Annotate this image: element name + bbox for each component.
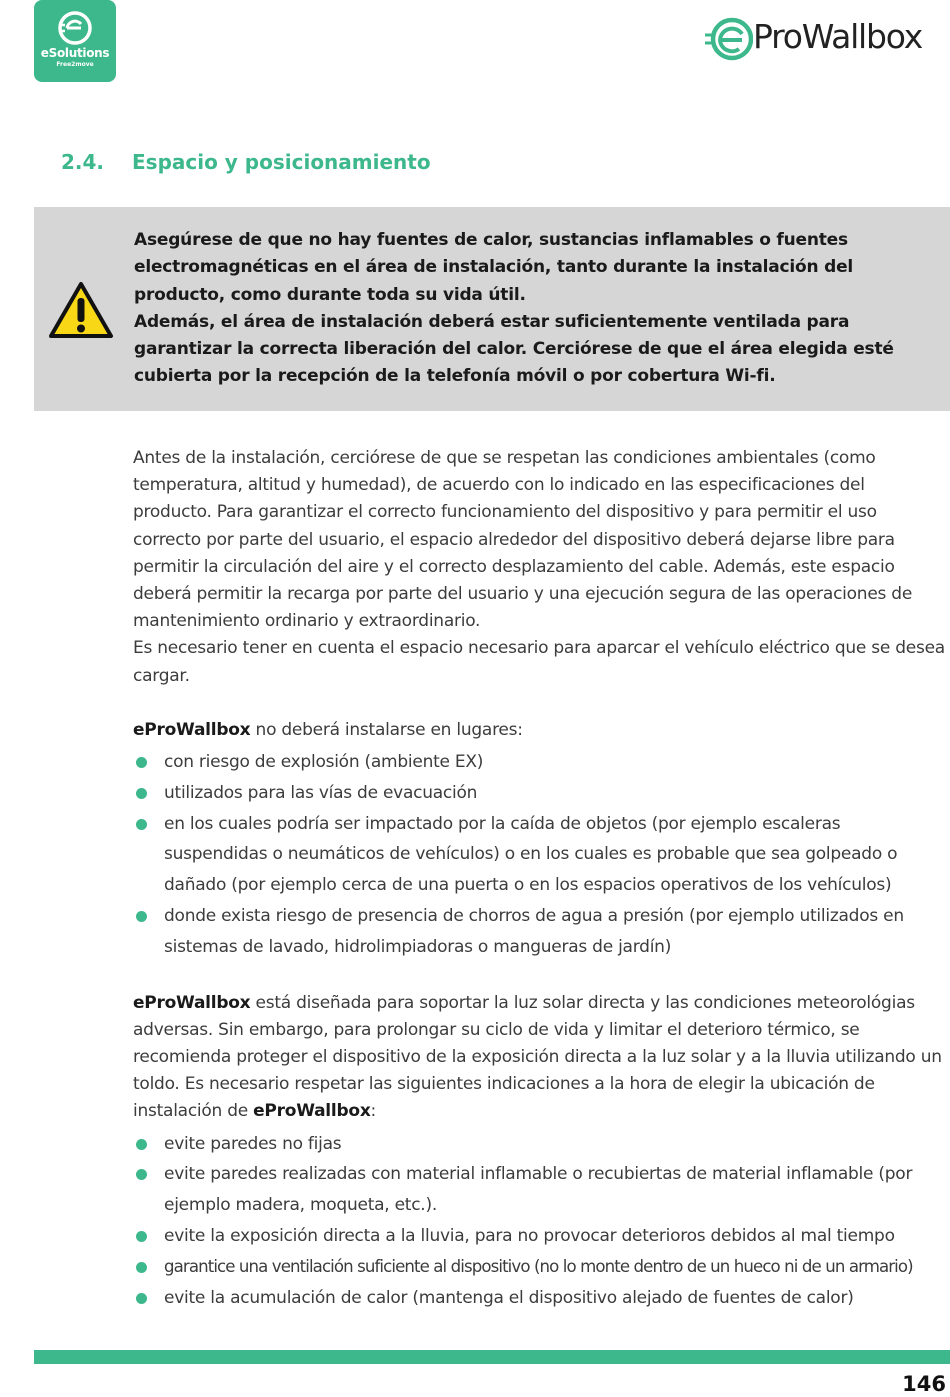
restricted-locations-list [133, 747, 948, 963]
list-item: garantice una ventilación suficiente al dispositivo (no lo monte dentro de un hueco ni de un armario) [133, 1252, 948, 1283]
paragraph: Es necesario tener en cuenta el espacio necesario para aparcar el vehículo eléctrico que se desea cargar. [133, 638, 945, 686]
product-name: eProWallbox [253, 1101, 371, 1122]
warning-text [134, 227, 944, 391]
product-name: eProWallbox [133, 719, 251, 740]
eprowallbox-logo [703, 14, 948, 62]
esolutions-wordmark: eSolutions [40, 46, 110, 60]
warning-paragraph: Asegúrese de que no hay fuentes de calor, sustancias inflamables o fuentes electromagnéticas en el área de instalación, tanto durante la instalación del producto, como durante toda su vida útil. [134, 230, 854, 305]
warning-triangle-icon [48, 281, 114, 339]
list-item: en los cuales podría ser impactado por la caída de objetos (por ejemplo escaleras suspendidas o neumáticos de vehículos) o en los cuales es probable que sea golpeado o dañado (por ejemplo cerca de una puerta o en los espacios operativos de los vehículos) [133, 809, 948, 901]
location-guidelines-list [133, 1129, 948, 1314]
section-number: 2.4. [61, 150, 105, 174]
list-item: donde exista riesgo de presencia de chorros de agua a presión (por ejemplo utilizados en sistemas de lavado, hidrolimpiadoras o mangueras de jardín) [133, 901, 948, 963]
warning-box [34, 207, 950, 411]
list-item: evite la acumulación de calor (mantenga el dispositivo alejado de fuentes de calor) [133, 1283, 948, 1314]
e-plug-icon [703, 16, 753, 62]
list-item: con riesgo de explosión (ambiente EX) [133, 747, 948, 778]
esolutions-logo [34, 0, 116, 82]
paragraph: eProWallbox está diseñada para soportar la luz solar directa y las condiciones meteorológias adversas. Sin embargo, para prolongar su ciclo de vida y limitar el deterioro térmico, se recomienda proteger el dispositivo de la exposición directa a la luz solar y a la lluvia utilizando un toldo. Es necesario respetar las siguientes indicaciones a la hora de elegir la ubicación de instalación de eProWallbox: [133, 992, 942, 1122]
eprowallbox-wordmark: ProWallbox [753, 17, 923, 56]
list-item: evite paredes no fijas [133, 1129, 948, 1160]
paragraph: Antes de la instalación, cerciórese de que se respetan las condiciones ambientales (como temperatura, altitud y humedad), de acuerdo con lo indicado en las especificaciones del producto. Para garantizar el correcto funcionamiento del dispositivo y para permitir el uso correcto por parte del usuario, el espacio alrededor del dispositivo deberá dejarse libre para permitir la circulación del aire y el correcto desplazamiento del cable. Además, este espacio deberá permitir la recarga por parte del usuario y una ejecución segura de las operaciones de mantenimiento ordinario y extraordinario. [133, 448, 913, 632]
section-title: Espacio y posicionamiento [132, 150, 431, 174]
warning-paragraph: Además, el área de instalación deberá estar suficientemente ventilada para garantizar la correcta liberación del calor. Cerciórese de que el área elegida esté cubierta por la recepción de la telefonía móvil o por cobertura Wi-fi. [134, 311, 894, 387]
body-content [133, 445, 948, 1313]
product-name: eProWallbox [133, 992, 251, 1013]
list-intro: eProWallbox no deberá instalarse en lugares: [133, 719, 523, 740]
section-heading [61, 150, 431, 174]
free2move-wordmark: Free2move [56, 61, 94, 68]
list-item: evite paredes realizadas con material inflamable o recubiertas de material inflamable (por ejemplo madera, moqueta, etc.). [133, 1159, 948, 1221]
e-plug-icon [57, 10, 93, 46]
page-number: 146 [902, 1372, 946, 1396]
list-item: utilizados para las vías de evacuación [133, 778, 948, 809]
list-item: evite la exposición directa a la lluvia, para no provocar deterioros debidos al mal tiempo [133, 1221, 948, 1252]
footer-bar [34, 1350, 950, 1364]
